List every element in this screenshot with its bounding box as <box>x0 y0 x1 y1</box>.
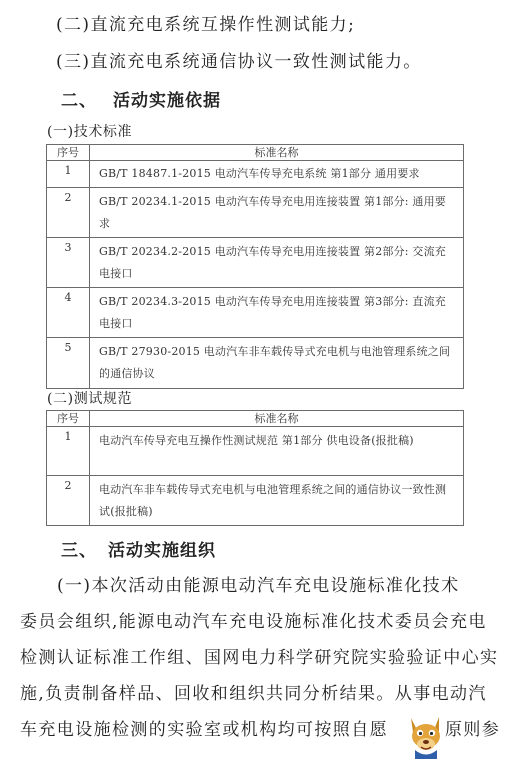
body-line: 检测认证标准工作组、国网电力科学研究院实验验证中心实 <box>20 648 499 668</box>
row-number: 1 <box>47 427 90 476</box>
table-row <box>47 238 464 288</box>
section-3-number: 三、 <box>61 541 97 561</box>
row-number: 2 <box>47 188 90 238</box>
column-header-number: 序号 <box>47 145 90 161</box>
row-number: 4 <box>47 288 90 338</box>
tech-standards-table <box>46 144 464 389</box>
standard-name: GB/T 20234.1-2015 电动汽车传导充电用连接装置 第1部分: 通用要求 <box>90 188 464 238</box>
section-2-number: 二、 <box>61 91 97 111</box>
paragraph-dc-protocol: (三)直流充电系统通信协议一致性测试能力。 <box>56 52 422 72</box>
mascot-watermark-icon <box>403 712 449 759</box>
body-line: 施,负责制备样品、回收和组织共同分析结果。从事电动汽 <box>20 684 487 704</box>
row-number: 5 <box>47 338 90 389</box>
body-line-cut <box>20 751 380 759</box>
spec-name: 电动汽车传导充电互操作性测试规范 第1部分 供电设备(报批稿) <box>90 427 464 476</box>
column-header-name: 标准名称 <box>90 411 464 427</box>
row-number: 2 <box>47 476 90 526</box>
test-spec-table <box>46 410 464 526</box>
paragraph-dc-interoperability: (二)直流充电系统互操作性测试能力; <box>56 15 356 35</box>
test-spec-subtitle: (二)测试规范 <box>47 391 133 407</box>
table-header-row <box>47 145 464 161</box>
body-line: (一)本次活动由能源电动汽车充电设施标准化技术 <box>57 576 460 596</box>
standard-name: GB/T 27930-2015 电动汽车非车载传导式充电机与电池管理系统之间的通信协议 <box>90 338 464 389</box>
row-number: 1 <box>47 161 90 188</box>
spec-name: 电动汽车非车载传导式充电机与电池管理系统之间的通信协议一致性测试(报批稿) <box>90 476 464 526</box>
table-row <box>47 338 464 389</box>
standard-name: GB/T 20234.3-2015 电动汽车传导充电用连接装置 第3部分: 直流充电接口 <box>90 288 464 338</box>
row-number: 3 <box>47 238 90 288</box>
table-header-row <box>47 411 464 427</box>
table-row <box>47 427 464 476</box>
table-row <box>47 476 464 526</box>
column-header-number: 序号 <box>47 411 90 427</box>
column-header-name: 标准名称 <box>90 145 464 161</box>
table-row <box>47 161 464 188</box>
table-row <box>47 288 464 338</box>
body-line: 原则参 <box>445 720 501 740</box>
standard-name: GB/T 18487.1-2015 电动汽车传导充电系统 第1部分 通用要求 <box>90 161 464 188</box>
table-row <box>47 188 464 238</box>
section-2-title: 活动实施依据 <box>113 91 221 111</box>
standard-name: GB/T 20234.2-2015 电动汽车传导充电用连接装置 第2部分: 交流充电接口 <box>90 238 464 288</box>
tech-standards-subtitle: (一)技术标准 <box>47 124 133 140</box>
section-3-title: 活动实施组织 <box>108 541 216 561</box>
body-line: 委员会组织,能源电动汽车充电设施标准化技术委员会充电 <box>20 612 487 632</box>
body-line: 车充电设施检测的实验室或机构均可按照自愿 <box>20 720 388 740</box>
